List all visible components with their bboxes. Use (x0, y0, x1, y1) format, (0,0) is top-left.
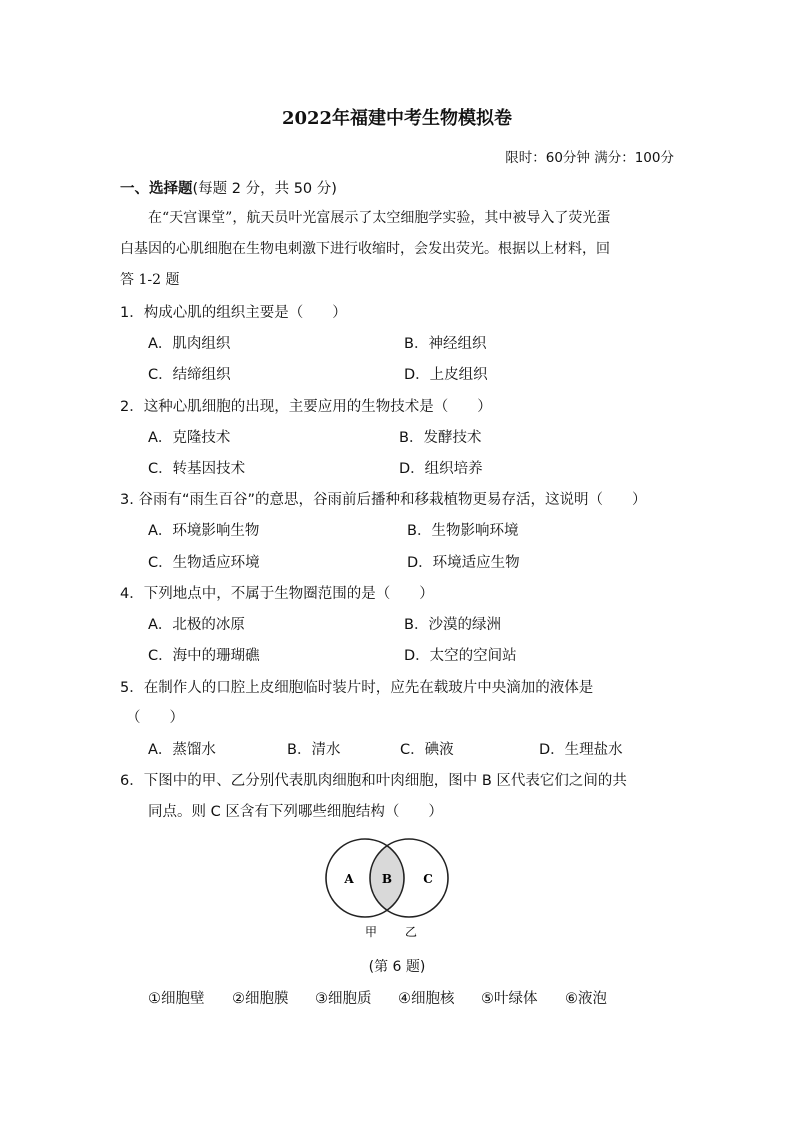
intro-line-2: 白基因的心肌细胞在生物电刺激下进行收缩时，会发出荧光。根据以上材料，回 (120, 241, 610, 257)
region-label-b: B (381, 872, 393, 886)
region-label-c: C (423, 872, 433, 886)
structure-3: ③细胞质 (315, 991, 372, 1007)
question-2-option-b: B．发酵技术 (399, 430, 482, 446)
question-4-option-b: B．沙漠的绿洲 (404, 617, 501, 633)
question-4-option-c: C．海中的珊瑚礁 (148, 648, 260, 664)
question-5-option-b: B．清水 (287, 742, 341, 758)
structure-6: ⑥液泡 (565, 991, 607, 1007)
intro-line-3: 答 1-2 题 (120, 272, 180, 288)
question-4-option-a: A．北极的冰原 (148, 617, 245, 633)
structure-4: ④细胞核 (398, 991, 455, 1007)
question-5-stem: 5．在制作人的口腔上皮细胞临时装片时，应先在载玻片中央滴加的液体是 (120, 680, 594, 696)
structure-1: ①细胞壁 (148, 991, 205, 1007)
question-2-option-d: D．组织培养 (399, 461, 483, 477)
question-1-option-d: D．上皮组织 (404, 367, 488, 383)
question-1-stem: 1．构成心肌的组织主要是（ ） (120, 305, 347, 321)
circle-label-yi: 乙 (404, 925, 418, 939)
question-6-stem: 6．下图中的甲、乙分别代表肌肉细胞和叶肉细胞，图中 B 区代表它们之间的共 (120, 773, 627, 789)
question-4-stem: 4．下列地点中，不属于生物圈范围的是（ ） (120, 586, 434, 602)
question-5-option-d: D．生理盐水 (539, 742, 623, 758)
section-heading (120, 177, 337, 198)
question-2-option-c: C．转基因技术 (148, 461, 246, 477)
section-note: (每题 2 分，共 50 分) (192, 181, 337, 197)
intro-line-1: 在“天宫课堂”，航天员叶光富展示了太空细胞学实验，其中被导入了荧光蛋 (148, 210, 611, 226)
question-5-option-a: A．蒸馏水 (148, 742, 216, 758)
question-3-option-d: D．环境适应生物 (407, 555, 520, 571)
circle-label-jia: 甲 (364, 925, 378, 939)
question-6-stem-cont: 同点。则 C 区含有下列哪些细胞结构（ ） (148, 804, 443, 820)
question-1-option-a: A．肌肉组织 (148, 336, 231, 352)
question-3-option-b: B．生物影响环境 (407, 523, 519, 539)
question-1-option-b: B．神经组织 (404, 336, 487, 352)
question-3-stem: 3. 谷雨有“雨生百谷”的意思，谷雨前后播种和移栽植物更易存活，这说明（ ） (120, 492, 647, 508)
question-5-stem-cont: （ ） (126, 710, 184, 726)
question-5-option-c: C．碘液 (400, 742, 454, 758)
question-2-stem: 2．这种心肌细胞的出现，主要应用的生物技术是（ ） (120, 399, 492, 415)
venn-diagram (318, 830, 458, 942)
page-title: 2022年福建中考生物模拟卷 (281, 108, 513, 129)
question-1-option-c: C．结缔组织 (148, 367, 231, 383)
structure-2: ②细胞膜 (232, 991, 289, 1007)
exam-meta: 限时：60分钟 满分：100分 (505, 150, 674, 166)
region-label-a: A (344, 872, 354, 886)
section-label: 一、选择题 (120, 181, 193, 197)
structure-5: ⑤叶绿体 (481, 991, 538, 1007)
figure-caption: (第 6 题) (368, 959, 426, 975)
question-3-option-a: A．环境影响生物 (148, 523, 260, 539)
question-2-option-a: A．克隆技术 (148, 430, 231, 446)
question-4-option-d: D．太空的空间站 (404, 648, 517, 664)
question-3-option-c: C．生物适应环境 (148, 555, 260, 571)
